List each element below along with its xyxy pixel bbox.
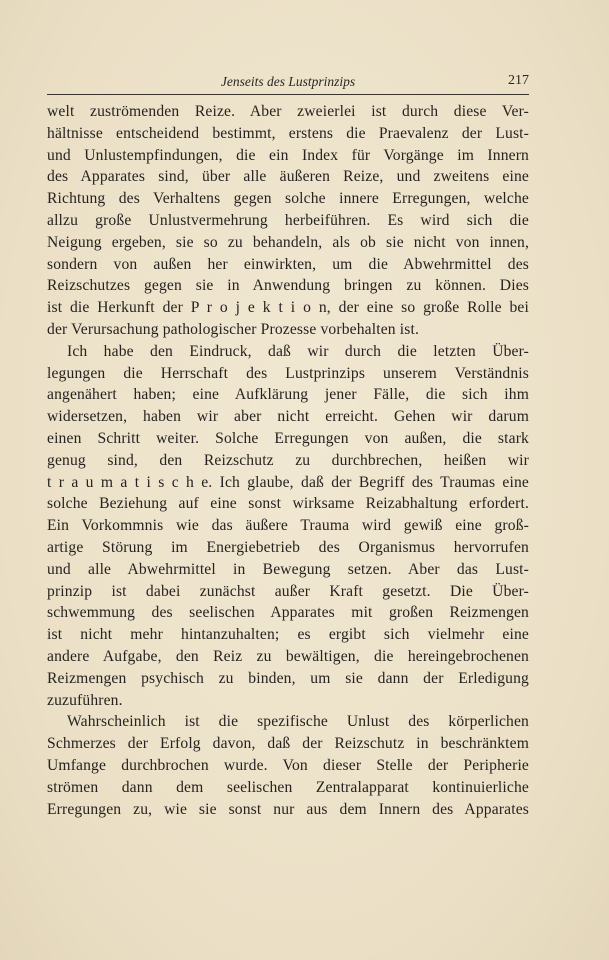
page-number: 217 bbox=[508, 73, 529, 88]
text-line: solche Beziehung auf eine sonst wirksame Reizabhaltung erfordert. bbox=[47, 495, 529, 513]
running-title: Jenseits des Lustprinzips bbox=[220, 74, 356, 89]
text-line: Reizschutzes gegen sie in Anwendung bringen zu können. Dies bbox=[47, 277, 529, 295]
text-line: Ein Vorkommnis wie das äußere Trauma wird gewiß eine groß- bbox=[47, 517, 529, 535]
text-line: ist nicht mehr hintanzuhalten; es ergibt sich vielmehr eine bbox=[47, 626, 529, 644]
text-line: andere Aufgabe, den Reiz zu bewältigen, die hereingebrochenen bbox=[47, 647, 529, 665]
text-line: widersetzen, haben wir aber nicht erreicht. Gehen wir darum bbox=[47, 408, 529, 426]
text-line: der Verursachung pathologischer Prozesse vorbehalten ist. bbox=[47, 320, 420, 338]
text-line: Schmerzes der Erfolg davon, daß der Reizschutz in beschränktem bbox=[47, 735, 529, 753]
text-line: Reizmengen psychisch zu binden, um sie dann der Erledigung bbox=[47, 669, 529, 687]
text-line: legungen die Herrschaft des Lustprinzips unserem Verständnis bbox=[47, 364, 529, 382]
text-line: Neigung ergeben, sie so zu behandeln, als ob sie nicht von innen, bbox=[47, 233, 529, 251]
text-line: t r a u m a t i s c h e. Ich glaube, daß der Begriff des Traumas eine bbox=[47, 473, 529, 491]
text-line: hältnisse entscheidend bestimmt, erstens die Praevalenz der Lust- bbox=[47, 124, 529, 142]
page-header bbox=[47, 72, 529, 94]
text-line: welt zuströmenden Reize. Aber zweierlei ist durch diese Ver- bbox=[47, 103, 529, 120]
text-line: angenähert haben; eine Aufklärung jener Fälle, die sich ihm bbox=[47, 386, 529, 404]
text-line: prinzip ist dabei zunächst außer Kraft gesetzt. Die Über- bbox=[47, 582, 529, 600]
text-line: Ich habe den Eindruck, daß wir durch die letzten Über- bbox=[67, 342, 529, 360]
paragraph bbox=[47, 711, 529, 820]
text-line: strömen dann dem seelischen Zentralapparat kontinuierliche bbox=[47, 778, 529, 796]
text-line: einen Schritt weiter. Solche Erregungen von außen, die stark bbox=[47, 429, 529, 447]
text-line: zuzuführen. bbox=[47, 691, 123, 709]
text-line: schwemmung des seelischen Apparates mit großen Reizmengen bbox=[47, 604, 529, 622]
text-line: und Unlustempfindungen, die ein Index für Vorgänge im Innern bbox=[47, 146, 529, 164]
text-line: sondern von außen her einwirkten, um die Abwehrmittel des bbox=[47, 255, 529, 273]
text-line: Wahrscheinlich ist die spezifische Unlust des körperlichen bbox=[67, 713, 529, 731]
body-text bbox=[47, 101, 529, 820]
header-rule bbox=[47, 94, 529, 95]
text-line: und alle Abwehrmittel in Bewegung setzen. Aber das Lust- bbox=[47, 560, 529, 578]
text-line: ist die Herkunft der P r o j e k t i o n, der eine so große Rolle bei bbox=[47, 299, 529, 317]
paragraph bbox=[47, 101, 529, 341]
paragraph bbox=[47, 341, 529, 712]
text-line: des Apparates sind, über alle äußeren Reize, und zweitens eine bbox=[47, 168, 529, 186]
text-line: artige Störung im Energiebetrieb des Organismus hervorrufen bbox=[47, 538, 529, 556]
text-line: genug sind, den Reizschutz zu durchbrechen, heißen wir bbox=[47, 451, 529, 469]
text-line: Erregungen zu, wie sie sonst nur aus dem Innern des Apparates bbox=[47, 800, 529, 818]
text-line: Umfange durchbrochen wurde. Von dieser Stelle der Peripherie bbox=[47, 756, 529, 774]
text-line: Richtung des Verhaltens gegen solche innere Erregungen, welche bbox=[47, 190, 529, 208]
text-line: allzu große Unlustvermehrung herbeiführen. Es wird sich die bbox=[47, 211, 529, 229]
